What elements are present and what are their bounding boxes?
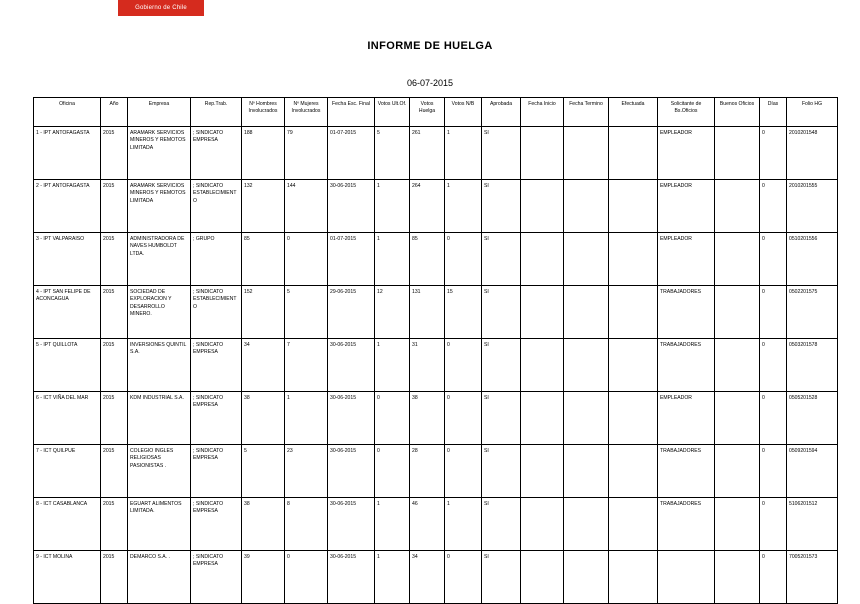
cell-votos-nb: 0 bbox=[445, 233, 482, 286]
column-header-votos-nb: Votos N/B bbox=[445, 98, 482, 127]
cell-empresa: ARAMARK SERVICIOS MINEROS Y REMOTOS LIMITADA bbox=[128, 180, 191, 233]
cell-oficina: 7 - ICT QUILPUE bbox=[34, 445, 101, 498]
cell-votos-ult-of: 12 bbox=[375, 286, 410, 339]
cell-mujeres: 0 bbox=[285, 233, 328, 286]
table-row bbox=[34, 339, 838, 392]
cell-aprobada: SI bbox=[482, 339, 521, 392]
cell-oficina: 4 - IPT SAN FELIPE DE ACONCAGUA bbox=[34, 286, 101, 339]
cell-solicitante: TRABAJADORES bbox=[658, 445, 715, 498]
cell-fecha-esc-final: 30-06-2015 bbox=[328, 551, 375, 604]
table-row bbox=[34, 551, 838, 604]
report-table-container bbox=[33, 97, 827, 604]
cell-fecha-termino bbox=[564, 551, 609, 604]
cell-fecha-esc-final: 30-06-2015 bbox=[328, 339, 375, 392]
cell-efectuada bbox=[609, 551, 658, 604]
cell-buenos-oficios bbox=[715, 551, 760, 604]
cell-mujeres: 8 bbox=[285, 498, 328, 551]
cell-fecha-inicio bbox=[521, 233, 564, 286]
cell-fecha-inicio bbox=[521, 392, 564, 445]
cell-oficina: 8 - ICT CASABLANCA bbox=[34, 498, 101, 551]
cell-fecha-inicio bbox=[521, 127, 564, 180]
cell-anio: 2015 bbox=[101, 286, 128, 339]
cell-efectuada bbox=[609, 180, 658, 233]
cell-rep-trab: ; SINDICATO ESTABLECIMIENTO bbox=[191, 286, 242, 339]
cell-aprobada: SI bbox=[482, 180, 521, 233]
cell-empresa: COLEGIO INGLES RELIGIOSAS PASIONISTAS . bbox=[128, 445, 191, 498]
cell-fecha-esc-final: 01-07-2015 bbox=[328, 233, 375, 286]
cell-hombres: 38 bbox=[242, 392, 285, 445]
column-header-solicitante: Solicitante de Bs.Oficios bbox=[658, 98, 715, 127]
cell-folio-hg: 0503201578 bbox=[787, 339, 838, 392]
cell-votos-ult-of: 0 bbox=[375, 392, 410, 445]
cell-fecha-termino bbox=[564, 339, 609, 392]
cell-rep-trab: ; SINDICATO EMPRESA bbox=[191, 127, 242, 180]
cell-fecha-termino bbox=[564, 498, 609, 551]
cell-votos-nb: 0 bbox=[445, 392, 482, 445]
cell-empresa: ARAMARK SERVICIOS MINEROS Y REMOTOS LIMITADA bbox=[128, 127, 191, 180]
cell-votos-nb: 1 bbox=[445, 127, 482, 180]
cell-solicitante: EMPLEADOR bbox=[658, 180, 715, 233]
cell-dias: 0 bbox=[760, 233, 787, 286]
cell-fecha-termino bbox=[564, 127, 609, 180]
cell-mujeres: 0 bbox=[285, 551, 328, 604]
cell-fecha-esc-final: 01-07-2015 bbox=[328, 127, 375, 180]
column-header-votos-huelga: Votos Huelga bbox=[410, 98, 445, 127]
cell-folio-hg: 0510201556 bbox=[787, 233, 838, 286]
cell-solicitante: TRABAJADORES bbox=[658, 339, 715, 392]
cell-empresa: INVERSIONES QUINTIL S.A. bbox=[128, 339, 191, 392]
cell-buenos-oficios bbox=[715, 445, 760, 498]
cell-fecha-esc-final: 30-06-2015 bbox=[328, 180, 375, 233]
cell-efectuada bbox=[609, 127, 658, 180]
column-header-empresa: Empresa bbox=[128, 98, 191, 127]
cell-anio: 2015 bbox=[101, 551, 128, 604]
cell-dias: 0 bbox=[760, 498, 787, 551]
column-header-fecha-inicio: Fecha Inicio bbox=[521, 98, 564, 127]
cell-efectuada bbox=[609, 392, 658, 445]
column-header-votos-ult-of: Votos Ult.Of. bbox=[375, 98, 410, 127]
cell-aprobada: SI bbox=[482, 392, 521, 445]
cell-buenos-oficios bbox=[715, 286, 760, 339]
cell-hombres: 188 bbox=[242, 127, 285, 180]
cell-votos-ult-of: 0 bbox=[375, 445, 410, 498]
cell-votos-huelga: 264 bbox=[410, 180, 445, 233]
cell-votos-ult-of: 1 bbox=[375, 551, 410, 604]
cell-solicitante: TRABAJADORES bbox=[658, 498, 715, 551]
cell-oficina: 5 - IPT QUILLOTA bbox=[34, 339, 101, 392]
cell-anio: 2015 bbox=[101, 392, 128, 445]
cell-votos-ult-of: 1 bbox=[375, 233, 410, 286]
cell-hombres: 132 bbox=[242, 180, 285, 233]
cell-anio: 2015 bbox=[101, 445, 128, 498]
cell-oficina: 1 - IPT ANTOFAGASTA bbox=[34, 127, 101, 180]
cell-solicitante: EMPLEADOR bbox=[658, 233, 715, 286]
cell-fecha-esc-final: 29-06-2015 bbox=[328, 286, 375, 339]
column-header-aprobada: Aprobada bbox=[482, 98, 521, 127]
cell-oficina: 9 - ICT MOLINA bbox=[34, 551, 101, 604]
cell-folio-hg: 5106201512 bbox=[787, 498, 838, 551]
column-header-anio: Año bbox=[101, 98, 128, 127]
cell-fecha-esc-final: 30-06-2015 bbox=[328, 498, 375, 551]
cell-hombres: 5 bbox=[242, 445, 285, 498]
cell-hombres: 39 bbox=[242, 551, 285, 604]
cell-aprobada: SI bbox=[482, 233, 521, 286]
cell-efectuada bbox=[609, 339, 658, 392]
report-date: 06-07-2015 bbox=[406, 78, 454, 88]
cell-votos-huelga: 28 bbox=[410, 445, 445, 498]
cell-oficina: 6 - ICT VIÑA DEL MAR bbox=[34, 392, 101, 445]
cell-rep-trab: ; SINDICATO EMPRESA bbox=[191, 339, 242, 392]
cell-votos-huelga: 261 bbox=[410, 127, 445, 180]
cell-buenos-oficios bbox=[715, 127, 760, 180]
cell-hombres: 38 bbox=[242, 498, 285, 551]
cell-empresa: DEMARCO S.A. . bbox=[128, 551, 191, 604]
cell-rep-trab: ; SINDICATO EMPRESA bbox=[191, 551, 242, 604]
cell-rep-trab: ; SINDICATO EMPRESA bbox=[191, 498, 242, 551]
cell-empresa: EGUART ALIMENTOS LIMITADA. bbox=[128, 498, 191, 551]
cell-buenos-oficios bbox=[715, 392, 760, 445]
cell-rep-trab: ; SINDICATO ESTABLECIMIENTO bbox=[191, 180, 242, 233]
cell-fecha-inicio bbox=[521, 498, 564, 551]
cell-solicitante: TRABAJADORES bbox=[658, 286, 715, 339]
strike-report-table bbox=[33, 97, 838, 604]
cell-mujeres: 5 bbox=[285, 286, 328, 339]
cell-aprobada: SI bbox=[482, 286, 521, 339]
cell-votos-huelga: 38 bbox=[410, 392, 445, 445]
cell-mujeres: 144 bbox=[285, 180, 328, 233]
cell-fecha-termino bbox=[564, 286, 609, 339]
cell-folio-hg: 0502201575 bbox=[787, 286, 838, 339]
column-header-hombres: Nº Hombres Involucrados bbox=[242, 98, 285, 127]
cell-hombres: 152 bbox=[242, 286, 285, 339]
cell-dias: 0 bbox=[760, 180, 787, 233]
cell-votos-ult-of: 1 bbox=[375, 339, 410, 392]
cell-votos-nb: 1 bbox=[445, 180, 482, 233]
cell-buenos-oficios bbox=[715, 180, 760, 233]
cell-dias: 0 bbox=[760, 286, 787, 339]
cell-fecha-termino bbox=[564, 392, 609, 445]
cell-solicitante: EMPLEADOR bbox=[658, 392, 715, 445]
cell-mujeres: 23 bbox=[285, 445, 328, 498]
cell-oficina: 2 - IPT ANTOFAGASTA bbox=[34, 180, 101, 233]
cell-buenos-oficios bbox=[715, 498, 760, 551]
cell-votos-nb: 0 bbox=[445, 339, 482, 392]
cell-hombres: 34 bbox=[242, 339, 285, 392]
cell-dias: 0 bbox=[760, 392, 787, 445]
cell-empresa: SOCIEDAD DE EXPLORACION Y DESARROLLO MINERO. bbox=[128, 286, 191, 339]
cell-buenos-oficios bbox=[715, 233, 760, 286]
cell-anio: 2015 bbox=[101, 498, 128, 551]
cell-fecha-inicio bbox=[521, 286, 564, 339]
cell-aprobada: SI bbox=[482, 551, 521, 604]
cell-fecha-inicio bbox=[521, 180, 564, 233]
cell-votos-nb: 0 bbox=[445, 551, 482, 604]
cell-votos-huelga: 34 bbox=[410, 551, 445, 604]
cell-votos-ult-of: 1 bbox=[375, 180, 410, 233]
column-header-folio-hg: Folio HG bbox=[787, 98, 838, 127]
cell-fecha-inicio bbox=[521, 339, 564, 392]
cell-folio-hg: 7005201573 bbox=[787, 551, 838, 604]
table-header-row bbox=[34, 98, 838, 127]
table-header bbox=[34, 98, 838, 127]
cell-solicitante bbox=[658, 551, 715, 604]
cell-fecha-esc-final: 30-06-2015 bbox=[328, 392, 375, 445]
cell-fecha-inicio bbox=[521, 551, 564, 604]
cell-buenos-oficios bbox=[715, 339, 760, 392]
cell-oficina: 3 - IPT VALPARAISO bbox=[34, 233, 101, 286]
cell-votos-huelga: 131 bbox=[410, 286, 445, 339]
cell-rep-trab: ; SINDICATO EMPRESA bbox=[191, 392, 242, 445]
cell-mujeres: 1 bbox=[285, 392, 328, 445]
cell-hombres: 85 bbox=[242, 233, 285, 286]
cell-aprobada: SI bbox=[482, 127, 521, 180]
table-row bbox=[34, 498, 838, 551]
cell-folio-hg: 0509201594 bbox=[787, 445, 838, 498]
cell-votos-nb: 1 bbox=[445, 498, 482, 551]
cell-anio: 2015 bbox=[101, 180, 128, 233]
page-title: INFORME DE HUELGA bbox=[367, 40, 493, 52]
table-row bbox=[34, 392, 838, 445]
cell-anio: 2015 bbox=[101, 127, 128, 180]
cell-fecha-termino bbox=[564, 233, 609, 286]
column-header-oficina: Oficina bbox=[34, 98, 101, 127]
cell-votos-huelga: 85 bbox=[410, 233, 445, 286]
cell-anio: 2015 bbox=[101, 233, 128, 286]
cell-anio: 2015 bbox=[101, 339, 128, 392]
cell-efectuada bbox=[609, 445, 658, 498]
column-header-dias: Días bbox=[760, 98, 787, 127]
column-header-mujeres: Nº Mujeres Involucrados bbox=[285, 98, 328, 127]
cell-votos-huelga: 46 bbox=[410, 498, 445, 551]
cell-rep-trab: ; GRUPO bbox=[191, 233, 242, 286]
cell-folio-hg: 2010201548 bbox=[787, 127, 838, 180]
cell-votos-ult-of: 1 bbox=[375, 498, 410, 551]
cell-mujeres: 7 bbox=[285, 339, 328, 392]
column-header-efectuada: Efectuada bbox=[609, 98, 658, 127]
column-header-fecha-termino: Fecha Termino bbox=[564, 98, 609, 127]
cell-solicitante: EMPLEADOR bbox=[658, 127, 715, 180]
cell-votos-huelga: 31 bbox=[410, 339, 445, 392]
column-header-buenos-oficios: Buenos Oficios bbox=[715, 98, 760, 127]
table-row bbox=[34, 127, 838, 180]
cell-folio-hg: 0505201528 bbox=[787, 392, 838, 445]
government-logo: Gobierno de Chile bbox=[118, 0, 204, 16]
cell-votos-nb: 0 bbox=[445, 445, 482, 498]
table-body bbox=[34, 127, 838, 604]
cell-fecha-esc-final: 30-06-2015 bbox=[328, 445, 375, 498]
cell-dias: 0 bbox=[760, 127, 787, 180]
cell-fecha-inicio bbox=[521, 445, 564, 498]
table-row bbox=[34, 180, 838, 233]
cell-efectuada bbox=[609, 286, 658, 339]
cell-votos-nb: 15 bbox=[445, 286, 482, 339]
column-header-rep-trab: Rep.Trab. bbox=[191, 98, 242, 127]
cell-dias: 0 bbox=[760, 339, 787, 392]
cell-mujeres: 79 bbox=[285, 127, 328, 180]
cell-efectuada bbox=[609, 498, 658, 551]
cell-aprobada: SI bbox=[482, 445, 521, 498]
cell-fecha-termino bbox=[564, 445, 609, 498]
cell-folio-hg: 2010201555 bbox=[787, 180, 838, 233]
cell-empresa: KDM INDUSTRIAL S.A. bbox=[128, 392, 191, 445]
cell-votos-ult-of: 5 bbox=[375, 127, 410, 180]
cell-efectuada bbox=[609, 233, 658, 286]
table-row bbox=[34, 445, 838, 498]
table-row bbox=[34, 286, 838, 339]
table-row bbox=[34, 233, 838, 286]
cell-dias: 0 bbox=[760, 551, 787, 604]
cell-rep-trab: ; SINDICATO EMPRESA bbox=[191, 445, 242, 498]
cell-aprobada: SI bbox=[482, 498, 521, 551]
cell-fecha-termino bbox=[564, 180, 609, 233]
cell-empresa: ADMINISTRADORA DE NAVES HUMBOLDT LTDA. bbox=[128, 233, 191, 286]
cell-dias: 0 bbox=[760, 445, 787, 498]
column-header-fecha-esc-final: Fecha Esc. Final bbox=[328, 98, 375, 127]
